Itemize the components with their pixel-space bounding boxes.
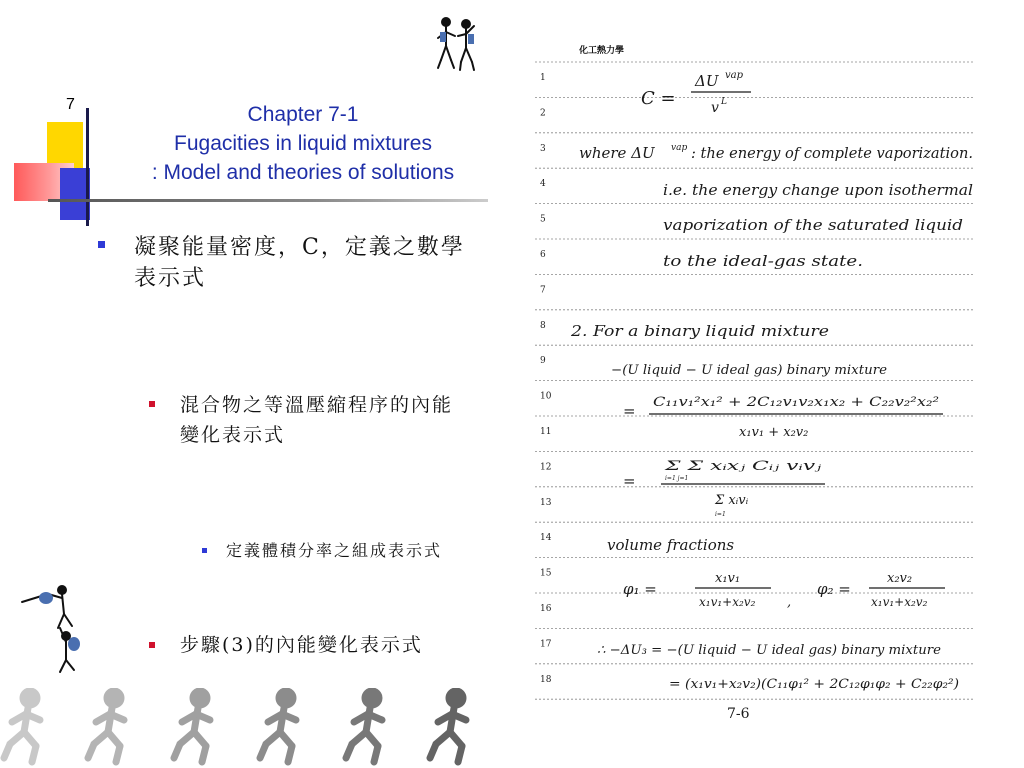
volume-fractions: volume fractions: [607, 536, 735, 554]
bullet-4: 步驟(3)的內能變化表示式: [180, 634, 423, 656]
people-figures-icon: [434, 16, 480, 72]
eq1-den: v: [711, 100, 719, 116]
line-number: 7: [540, 285, 546, 296]
bullet-1: 凝聚能量密度，C，定義之數學表示式: [134, 235, 465, 291]
svg-text:,: ,: [787, 595, 792, 610]
bullet-marker-2: [149, 401, 155, 407]
title-line-3: : Model and theories of solutions: [151, 161, 455, 184]
bullet-3: 定義體積分率之組成表示式: [226, 541, 443, 560]
line-number: 9: [540, 356, 546, 367]
line-number: 11: [540, 427, 552, 437]
title-line-2: Fugacities in liquid mixtures: [174, 132, 432, 155]
frac1-denominator: x₁v₁ + x₂v₂: [739, 425, 809, 440]
line-number: 15: [540, 568, 552, 579]
eq1-sup: vap: [725, 70, 744, 81]
running-person-icon: [0, 688, 60, 766]
line-numbers: [540, 73, 552, 685]
phi2-lhs: φ₂ =: [817, 580, 851, 598]
frac2-den-index: i=1: [715, 511, 726, 518]
line-number: 1: [540, 73, 546, 83]
slide-number: 7: [66, 96, 75, 113]
line-number: 3: [540, 143, 546, 154]
running-person-icon: [170, 688, 230, 766]
bullet-marker-3: [202, 548, 207, 553]
line-number: 5: [540, 214, 546, 225]
title-line-1: Chapter 7-1: [247, 103, 359, 126]
notes-header: 化工熱力學: [579, 46, 625, 56]
running-person-icon: [84, 688, 144, 766]
frac2-denominator: Σ xᵢvᵢ: [715, 493, 749, 508]
deco-vertical-line: [86, 108, 89, 226]
ie-line-1: i.e. the energy change upon isothermal: [663, 181, 974, 199]
page-label: 7-6: [727, 706, 750, 722]
deco-horizontal-line: [48, 199, 488, 202]
where-text: where ΔU: [579, 144, 655, 162]
where-rest: : the energy of complete vaporization.: [691, 144, 973, 162]
line-number: 4: [540, 179, 546, 190]
climbing-people-icon: [18, 580, 88, 676]
item-2: 2. For a binary liquid mixture: [569, 322, 830, 340]
phi1-lhs: φ₁ =: [623, 580, 657, 598]
phi2-den: x₁v₁+x₂v₂: [871, 595, 928, 609]
phi2-num: x₂v₂: [887, 571, 913, 586]
ie-line-3: to the ideal-gas state.: [663, 252, 863, 270]
therefore-line: ∴ −ΔU₃ = −(U liquid − U ideal gas) binary mixture: [597, 643, 942, 658]
bullet-2: 混合物之等溫壓縮程序的內能變化表示式: [180, 394, 454, 446]
phi1-den: x₁v₁+x₂v₂: [699, 595, 756, 609]
line-number: 16: [540, 604, 552, 614]
svg-text:=: =: [623, 472, 636, 490]
ie-line-2: vaporization of the saturated liquid: [663, 216, 963, 234]
frac2-numerator: Σ Σ xᵢxⱼ Cᵢⱼ vᵢvⱼ: [663, 459, 822, 474]
line-number: 17: [540, 639, 552, 650]
mix-expr: −(U liquid − U ideal gas) binary mixture: [611, 363, 888, 378]
slide-title: [110, 100, 496, 187]
svg-text:=: =: [623, 402, 636, 420]
phi1-num: x₁v₁: [715, 571, 741, 586]
line-number: 2: [540, 108, 546, 119]
eq1-den-sup: L: [721, 97, 727, 107]
eq1-num: ΔU: [695, 72, 719, 90]
eq1-lhs: C =: [641, 88, 676, 109]
line-number: 14: [540, 533, 552, 544]
line-number: 6: [540, 250, 546, 260]
line-number: 12: [540, 462, 552, 473]
running-person-icon: [342, 688, 402, 766]
frac2-num-index: i=1 j=1: [665, 475, 689, 482]
frac1-numerator: C₁₁v₁²x₁² + 2C₁₂v₁v₂x₁x₂ + C₂₂v₂²x₂²: [653, 395, 939, 410]
final-result: = (x₁v₁+x₂v₂)(C₁₁φ₁² + 2C₁₂φ₁φ₂ + C₂₂φ₂²): [669, 677, 959, 692]
handwritten-notes-page: [535, 40, 980, 730]
running-person-icon: [256, 688, 316, 766]
line-number: 10: [540, 391, 552, 402]
bullet-marker-4: [149, 642, 155, 648]
bullet-marker-1: [98, 241, 105, 248]
line-number: 18: [540, 674, 552, 685]
running-person-icon: [426, 688, 486, 766]
line-number: 13: [540, 497, 552, 508]
line-number: 8: [540, 320, 546, 331]
where-sup: vap: [671, 143, 688, 153]
